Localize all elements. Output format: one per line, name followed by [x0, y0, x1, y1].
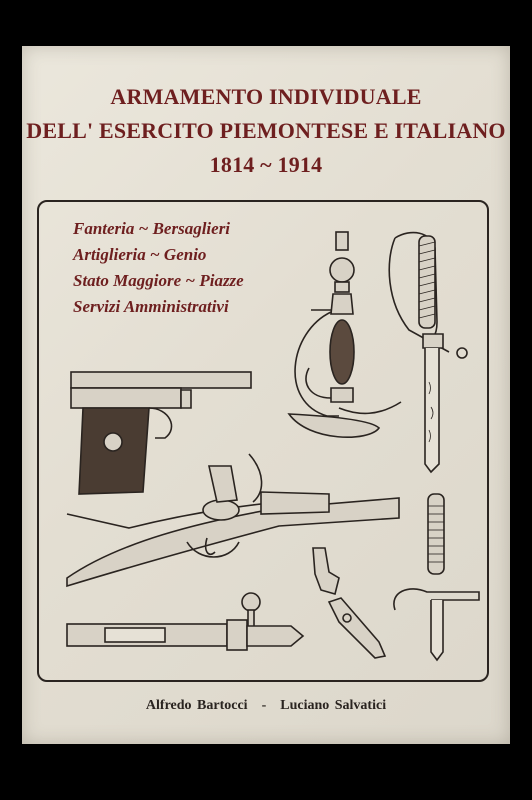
- author-1: Alfredo Bartocci: [145, 698, 248, 713]
- sword-illustration: [389, 233, 467, 472]
- title-line-2: DELL' ESERCITO PIEMONTESE E ITALIANO: [26, 118, 506, 143]
- illustration-frame: [37, 200, 489, 682]
- lock-parts-illustration: [313, 548, 385, 658]
- book-cover: [22, 46, 510, 744]
- category-2: Artiglieria ~ Genio: [73, 245, 207, 264]
- bolt-illustration: [67, 593, 303, 650]
- weapons-artwork: [39, 202, 487, 680]
- author-2: Luciano Salvatici: [280, 698, 387, 713]
- author-separator: -: [261, 698, 267, 713]
- title-line-1: ARMAMENTO INDIVIDUALE: [110, 84, 422, 109]
- category-1: Fanteria ~ Bersaglieri: [73, 219, 231, 238]
- title-years: 1814 ~ 1914: [209, 152, 323, 177]
- bayonet-illustration: [394, 494, 479, 660]
- category-3: Stato Maggiore ~ Piazze: [73, 271, 244, 290]
- hilt-illustration: [289, 232, 401, 437]
- authors: [22, 698, 510, 714]
- category-4: Servizi Amministrativi: [73, 297, 229, 316]
